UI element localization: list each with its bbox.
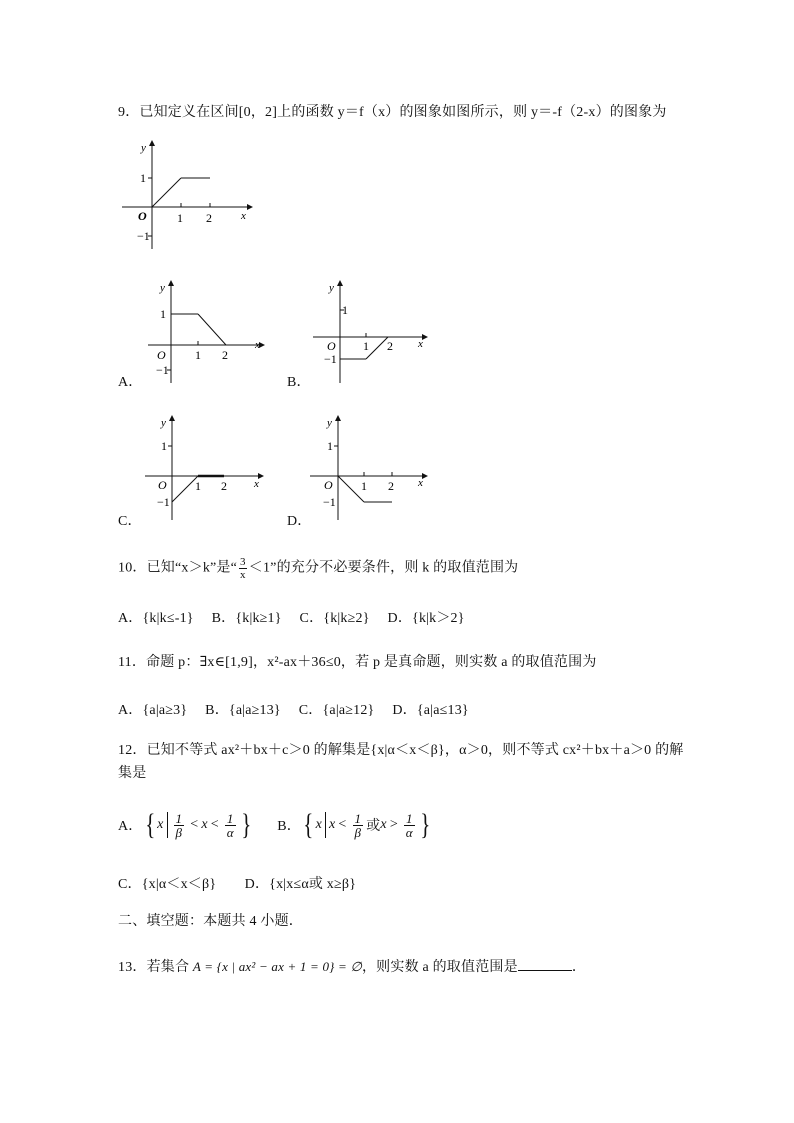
tick-2x: 2 (206, 211, 212, 225)
q9-stem: 9．已知定义在区间[0，2]上的函数 y＝f（x）的图象如图所示，则 y＝-f（2-x）的图象为 (118, 105, 667, 120)
q13-set-expression: A = {x | ax² − ax + 1 = 0} = ∅ (192, 959, 362, 974)
tick-2x: 2 (221, 479, 227, 493)
tick-1y: 1 (160, 307, 166, 321)
q12-b-lt: < (338, 817, 347, 832)
q11-options: A．{a|a≥3} B．{a|a≥13} C．{a|a≥12} D．{a|a≤13} (118, 703, 469, 718)
q9-option-c-label: C． (118, 514, 142, 529)
x-label: x (241, 210, 246, 222)
q12-b-one: 1 (354, 810, 362, 826)
tick-2x: 2 (388, 479, 394, 493)
q13-suffix: ，则实数 a 的取值范围是 (361, 960, 518, 975)
tick-neg1: −1 (323, 495, 336, 509)
q12-option-b-set: { x x < 1 β 或 x > 1 α } (303, 808, 431, 841)
tick-1x: 1 (195, 348, 201, 362)
q10-frac-num: 3 (240, 556, 246, 568)
y-label: y (329, 282, 334, 294)
x-label: x (255, 339, 260, 351)
q13-answer-blank[interactable] (518, 958, 572, 971)
y-label: y (160, 282, 165, 294)
tick-2x: 2 (222, 348, 228, 362)
x-label: x (418, 477, 423, 489)
q12-options-cd: C．{x|α＜x＜β} D．{x|x≤α或 x≥β} (118, 877, 357, 892)
q12-a-lt1: < (190, 817, 199, 832)
tick-1y: 1 (161, 439, 167, 453)
q9-option-b-graph (308, 277, 433, 384)
q9-option-d-graph (308, 412, 433, 522)
tick-2x: 2 (387, 339, 393, 353)
q12-a-one: 1 (175, 810, 183, 826)
x-label: x (418, 338, 423, 350)
q13-end: ． (571, 960, 587, 975)
y-label: y (141, 142, 146, 154)
q12-b-x2: x (328, 817, 336, 832)
q11-stem: 11．命题 p：∃x∈[1,9]，x²-ax＋36≤0，若 p 是真命题，则实数 a 的取值范围为 (118, 655, 597, 670)
q12-a-x: x (157, 817, 164, 832)
q10-stem-b: ＜1”的充分不必要条件，则 k 的取值范围为 (248, 560, 519, 576)
q10-stem-a: 10．已知“x＞k”是“ (118, 560, 238, 576)
q12-a-alpha: α (226, 824, 234, 840)
q9-option-a-label: A． (118, 375, 143, 390)
y-label: y (161, 417, 166, 429)
q12-stem-line2: 集是 (118, 766, 147, 781)
q12-a-beta: β (175, 824, 183, 840)
q12-b-x: x (315, 817, 322, 832)
x-label: x (254, 478, 259, 490)
q13-prefix: 13．若集合 (118, 960, 190, 975)
tick-neg1: −1 (157, 495, 170, 509)
q12-a-lt2: < (210, 817, 219, 832)
q12-b-gt: > (389, 817, 398, 832)
tick-1x: 1 (195, 479, 201, 493)
tick-1y: 1 (140, 171, 146, 185)
q13-stem (118, 956, 586, 976)
tick-1y: 1 (327, 439, 333, 453)
tick-neg1: −1 (324, 352, 337, 366)
y-label: y (327, 417, 332, 429)
origin-label: O (324, 478, 333, 492)
q12-b-beta: β (354, 824, 362, 840)
q9-option-d-label: D． (287, 514, 312, 529)
q10-fraction (239, 556, 247, 581)
q12-b-x3: x (380, 817, 387, 832)
tick-neg1: −1 (137, 229, 150, 243)
q9-option-a-graph (143, 277, 268, 384)
q10-options: A．{k|k≤-1} B．{k|k≥1} C．{k|k≥2} D．{k|k＞2} (118, 611, 465, 626)
q12-b-or: 或 (366, 819, 381, 834)
q12-option-b-label: B． (277, 819, 301, 834)
tick-1x: 1 (363, 339, 369, 353)
q9-option-c-graph (143, 412, 268, 522)
origin-label: O (158, 478, 167, 492)
tick-1x: 1 (361, 479, 367, 493)
q12-a-x2: x (201, 817, 208, 832)
q12-options-ab (118, 805, 432, 845)
origin-label: O (327, 339, 336, 353)
section-2-title: 二、填空题：本题共 4 小题． (118, 914, 303, 929)
tick-1y: 1 (342, 303, 348, 317)
q12-b-alpha: α (405, 824, 413, 840)
origin-label: O (138, 209, 147, 223)
q9-reference-graph (115, 137, 255, 252)
tick-1x: 1 (177, 211, 183, 225)
q12-option-a-label: A． (118, 819, 143, 834)
q9-option-b-label: B． (287, 375, 311, 390)
q12-option-a-set: { x 1 β < x < 1 α } (144, 808, 252, 841)
q10-frac-den: x (240, 569, 246, 581)
q10-stem (118, 556, 518, 581)
origin-label: O (157, 348, 166, 362)
q12-stem-line1: 12．已知不等式 ax²＋bx＋c＞0 的解集是{x|α＜x＜β}，α＞0，则不等式 cx²＋bx＋a＞0 的解 (118, 743, 684, 758)
tick-neg1: −1 (156, 363, 169, 377)
